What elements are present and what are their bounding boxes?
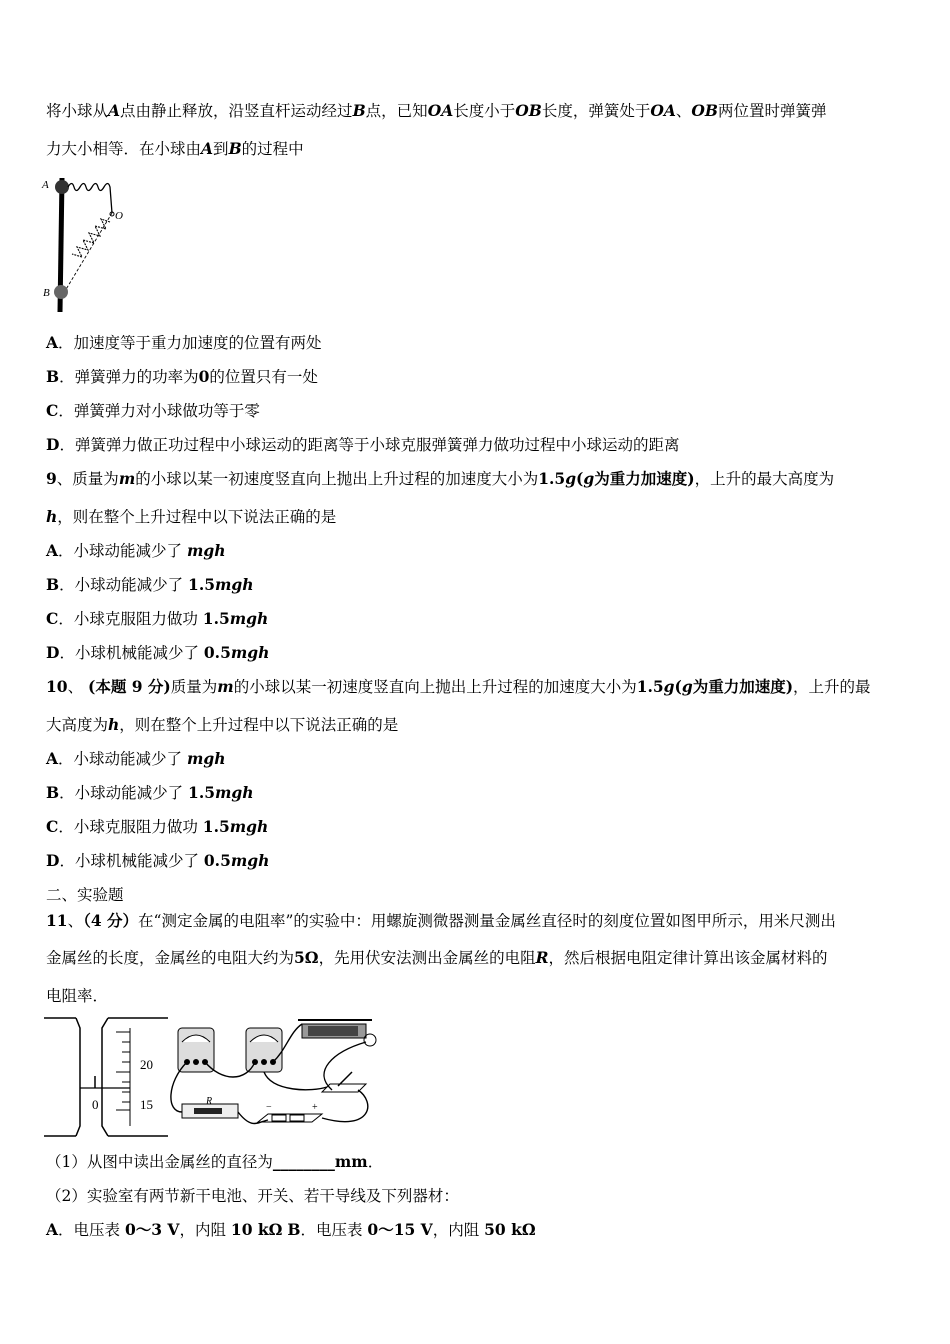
text-segment: A [46,541,59,560]
text-segment: h [46,507,58,526]
text-segment: 1.5 [202,817,230,836]
text-segment: 10 kΩ [230,1220,283,1239]
text-segment: ．小球动能减少了 [59,576,189,594]
text-segment: 1.5 [202,609,230,628]
text-segment: mgh [229,609,269,628]
text-segment: mgh [215,783,254,802]
text-segment: ．电压表 [58,1221,125,1239]
text-segment: 为重力加速度) [594,469,695,488]
text-segment: 50 kΩ [484,1220,536,1239]
text-segment: 1.5 [538,469,566,488]
text-segment: D [46,643,60,662]
q11-stem-line-1 [46,911,836,931]
text-segment: 、 [675,102,692,120]
text-segment: 、质量为 [56,470,119,488]
text-segment: 力大小相等．在小球由 [46,140,202,158]
text-segment: ，然后根据电阻定律计算出该金属材料的 [548,949,828,967]
text-segment: 点，已知 [365,102,428,120]
text-segment: 为重力加速度) [692,677,794,696]
q11-stem-line-2 [46,948,828,968]
text-segment: A [46,333,59,352]
text-segment: 10 [46,677,68,696]
q9-stem-line-1 [46,469,834,489]
text-segment: ，先用伏安法测出金属丝的电阻 [318,949,536,967]
text-segment: h [108,715,120,734]
text-segment: ( [576,469,584,488]
text-segment: （1）从图中读出金属丝的直径为 [46,1153,273,1171]
text-segment: 1.5 [636,677,664,696]
text-segment: 0.5 [203,643,231,662]
text-segment: A [46,749,59,768]
text-segment: g [583,469,595,488]
text-segment: ，上升的最大高度为 [694,470,835,488]
text-segment: 到 [213,140,229,158]
spring-oa [68,184,112,214]
text-segment: m [118,469,136,488]
text-segment: 11 [46,911,68,930]
q11-sub-2-options [46,1220,536,1240]
text-segment: mgh [186,749,226,768]
q11-sub-1 [46,1152,383,1172]
text-segment: C [46,401,59,420]
text-segment: ．小球克服阻力做功 [58,610,203,628]
sleeve-body [76,1018,80,1136]
text-segment: ．小球机械能减少了 [59,852,204,870]
text-segment: ．弹簧弹力做正功过程中小球运动的距离等于小球克服弹簧弹力做功过程中小球运动的距离 [59,436,680,454]
text-segment: ．小球动能减少了 [59,784,189,802]
text-segment: 0.5 [203,851,231,870]
q8-option-a [46,333,322,353]
text-segment: B [352,101,366,120]
text-segment: 、 [67,912,84,930]
text-segment: C [46,609,59,628]
q10-option-c [46,817,268,837]
text-segment: ．小球动能减少了 [58,542,187,560]
text-segment: mm [334,1152,368,1171]
text-segment: ，内阻 [432,1221,485,1239]
text-segment: 、 [67,678,89,696]
text-segment: 长度，弹簧处于 [541,102,651,120]
ball-at-a [55,180,69,194]
text-segment: mgh [230,851,270,870]
text-segment: ，则在整个上升过程中以下说法正确的是 [57,508,337,526]
q11-stem-line-3 [46,986,108,1006]
text-segment: (本题 9 分) [88,677,171,696]
battery-plus: + [312,1102,318,1113]
text-segment: ． [367,1153,384,1171]
text-segment: 质量为 [170,678,218,696]
text-segment: OB [691,101,719,120]
q8-option-d [46,435,679,455]
circuit-apparatus-figure [162,1012,384,1140]
battery-minus: − [266,1102,272,1113]
text-segment: B [287,1220,301,1239]
thimble-body [102,1018,108,1136]
text-segment: OA [427,101,454,120]
q10-option-b [46,783,254,803]
text-segment: B [46,783,60,802]
figure-label-o: O [115,210,123,222]
text-segment: 5Ω [294,948,319,967]
text-segment: B [46,575,60,594]
text-segment: g [565,469,577,488]
thimble-ticks [116,1032,130,1110]
text-segment: ．弹簧弹力对小球做功等于零 [58,402,260,420]
text-segment: 0 [198,367,210,386]
text-segment: 点由静止释放，沿竖直杆运动经过 [120,102,353,120]
q10-stem-line-2 [46,715,398,735]
text-segment: D [46,435,60,454]
q9-option-a [46,541,225,561]
q10-stem-line-1 [46,677,871,697]
text-segment: （2）实验室有两节新干电池、开关、若干导线及下列器材： [46,1187,459,1205]
text-segment: 电阻率． [46,987,109,1005]
text-segment: 的小球以某一初速度竖直向上抛出上升过程的加速度大小为 [135,470,539,488]
text-segment: 在“测定金属的电阻率”的实验中：用螺旋测微器测量金属丝直径时的刻度位置如图甲所示，用米尺测出 [138,912,836,930]
text-segment: ，内阻 [179,1221,231,1239]
text-segment: ．小球克服阻力做功 [58,818,203,836]
text-segment: ．加速度等于重力加速度的位置有两处 [58,334,322,352]
spring-rod-figure [40,170,140,320]
text-segment: 9 [46,469,57,488]
text-segment: 0～15 V [367,1220,433,1239]
text-segment: ，则在整个上升过程中以下说法正确的是 [119,716,399,734]
text-segment: m [217,677,234,696]
text-segment: A [108,101,121,120]
q8-option-b [46,367,318,387]
ball-at-b [54,285,68,299]
q9-option-b [46,575,254,595]
text-segment: R [535,948,549,967]
text-segment: 大高度为 [46,716,109,734]
text-segment: 的位置只有一处 [209,368,318,386]
text-segment: （4 分） [83,911,139,930]
q10-option-a [46,749,225,769]
resistor-wire-icon [182,1096,238,1118]
text-segment: 两位置时弹簧弹 [718,102,827,120]
section-title: 二、实验题 [46,886,124,904]
text-segment: mgh [186,541,226,560]
text-segment: A [46,1220,59,1239]
text-segment: B [46,367,60,386]
text-segment: 的小球以某一初速度竖直向上抛出上升过程的加速度大小为 [233,678,637,696]
figure-label-b: B [43,287,50,299]
q8-option-c [46,401,260,421]
text-segment: 长度小于 [453,102,516,120]
text-segment: mgh [230,643,270,662]
spring-ob-guide [65,213,112,291]
text-segment: A [201,139,214,158]
text-segment: D [46,851,60,870]
text-segment: mgh [215,575,254,594]
text-segment: OB [515,101,542,120]
q9-option-c [46,609,268,629]
text-segment: mgh [229,817,269,836]
q9-stem-line-2 [46,507,336,527]
text-segment: 将小球从 [46,102,109,120]
text-segment: g [663,677,675,696]
text-segment: 1.5 [188,783,216,802]
text-segment: g [681,677,693,696]
text-segment: ．电压表 [300,1221,368,1239]
q8-stem-line-2 [46,139,304,159]
text-segment: ( [674,677,682,696]
text-segment: ．小球动能减少了 [58,750,187,768]
voltmeter-icon [246,1028,282,1072]
micrometer-label-15: 15 [140,1097,153,1112]
text-segment: ．弹簧弹力的功率为 [59,368,199,386]
micrometer-figure [44,1014,170,1140]
text-segment: 1.5 [188,575,216,594]
figure-label-a: A [42,179,49,191]
text-segment: OA [650,101,676,120]
micrometer-label-20: 20 [140,1057,153,1072]
q8-stem-line-1 [46,101,827,121]
text-segment: ________ [272,1152,335,1171]
q9-option-d [46,643,269,663]
text-segment: 金属丝的长度，金属丝的电阻大约为 [46,949,295,967]
text-segment: B [228,139,242,158]
spring-ob [72,219,110,257]
text-segment: ，上升的最 [793,678,871,696]
q10-option-d [46,851,269,871]
switch-icon [322,1072,366,1092]
q11-sub-2 [46,1186,459,1206]
battery-icon [258,1102,322,1122]
text-segment: 0～3 V [124,1220,180,1239]
text-segment: 的过程中 [241,140,304,158]
text-segment: ．小球机械能减少了 [59,644,204,662]
micrometer-label-0: 0 [92,1097,99,1112]
text-segment: C [46,817,59,836]
resistor-label: R [206,1096,213,1107]
